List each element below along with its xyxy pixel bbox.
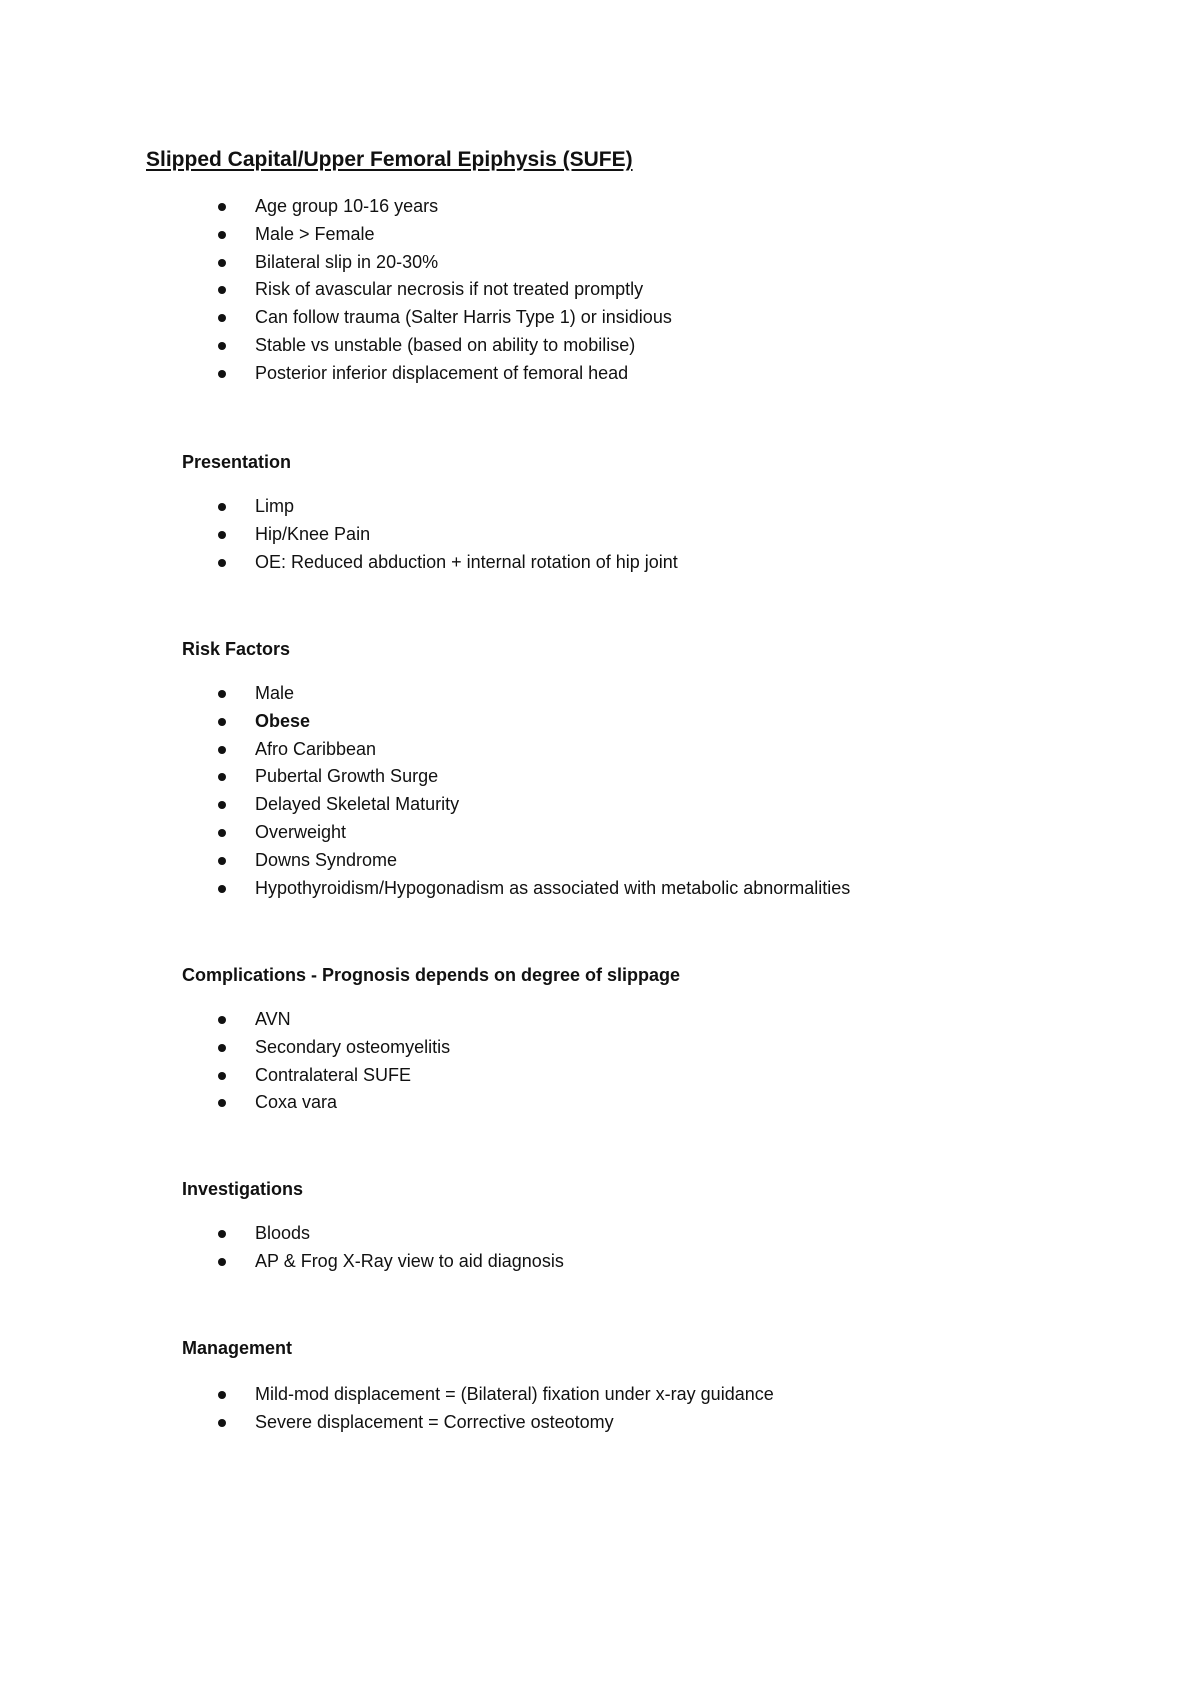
bullet-icon [218, 314, 226, 322]
section-heading-complications: Complications - Prognosis depends on degree of slippage [182, 965, 681, 985]
section-heading-presentation: Presentation [182, 452, 292, 472]
bullet-icon [218, 746, 226, 754]
bullet-icon [218, 773, 226, 781]
bullet-icon [218, 259, 226, 267]
bullet-icon [218, 203, 226, 211]
bullet-icon [218, 1099, 226, 1107]
bullet-icon [218, 690, 226, 698]
bullet-icon [218, 1230, 226, 1238]
bullet-icon [218, 286, 226, 294]
document-title: Slipped Capital/Upper Femoral Epiphysis (SUFE) [146, 148, 633, 171]
bullet-icon [218, 559, 226, 567]
bullet-icon [218, 718, 226, 726]
bullet-icon [218, 231, 226, 239]
bullet-icon [218, 1391, 226, 1399]
bullet-icon [218, 1016, 226, 1024]
bullet-icon [218, 1258, 226, 1266]
bullet-icon [218, 801, 226, 809]
bullet-icon [218, 531, 226, 539]
section-heading-management: Management [182, 1338, 293, 1358]
bullet-icon [218, 370, 226, 378]
section-heading-risk-factors: Risk Factors [182, 639, 291, 659]
section-heading-investigations: Investigations [182, 1179, 304, 1199]
bullet-icon [218, 1044, 226, 1052]
bullet-icon [218, 885, 226, 893]
bullet-icon [218, 857, 226, 865]
document-page: Slipped Capital/Upper Femoral Epiphysis (SUFE) Age group 10-16 years Male > Female Bilateral slip in 20-30% Risk of avascular necrosis if not treated promptly Can follow trauma (Salter Harris Type 1) or insidious Stable vs unstable (based on ability to mobilise) Posterior inferior displacement of femoral head Presentation Limp Hip/Knee Pain OE: Reduced abduction + internal rotation of hip joint Risk Factors Male Obese Afro Caribbean Pubertal Growth Surge Delayed Skeletal Maturity Overweight Downs Syndrome Hypothyroidism/Hypogonadism as associated with metabolic abnormalities Complications - Prognosis depends on degree of slippage AVN Secondary osteomyelitis Contralateral SUFE Coxa vara Investigations Bloods AP & Frog X-Ray view to aid diagnosis Management Mild-mod displacement = (Bilateral) fixation under x-ray guidance Severe displacement = Corrective osteotomy [0, 0, 1200, 1698]
bullet-icon [218, 1072, 226, 1080]
bullet-icon [218, 503, 226, 511]
bullet-icon [218, 829, 226, 837]
bullet-icon [218, 1419, 226, 1427]
bullet-icon [218, 342, 226, 350]
